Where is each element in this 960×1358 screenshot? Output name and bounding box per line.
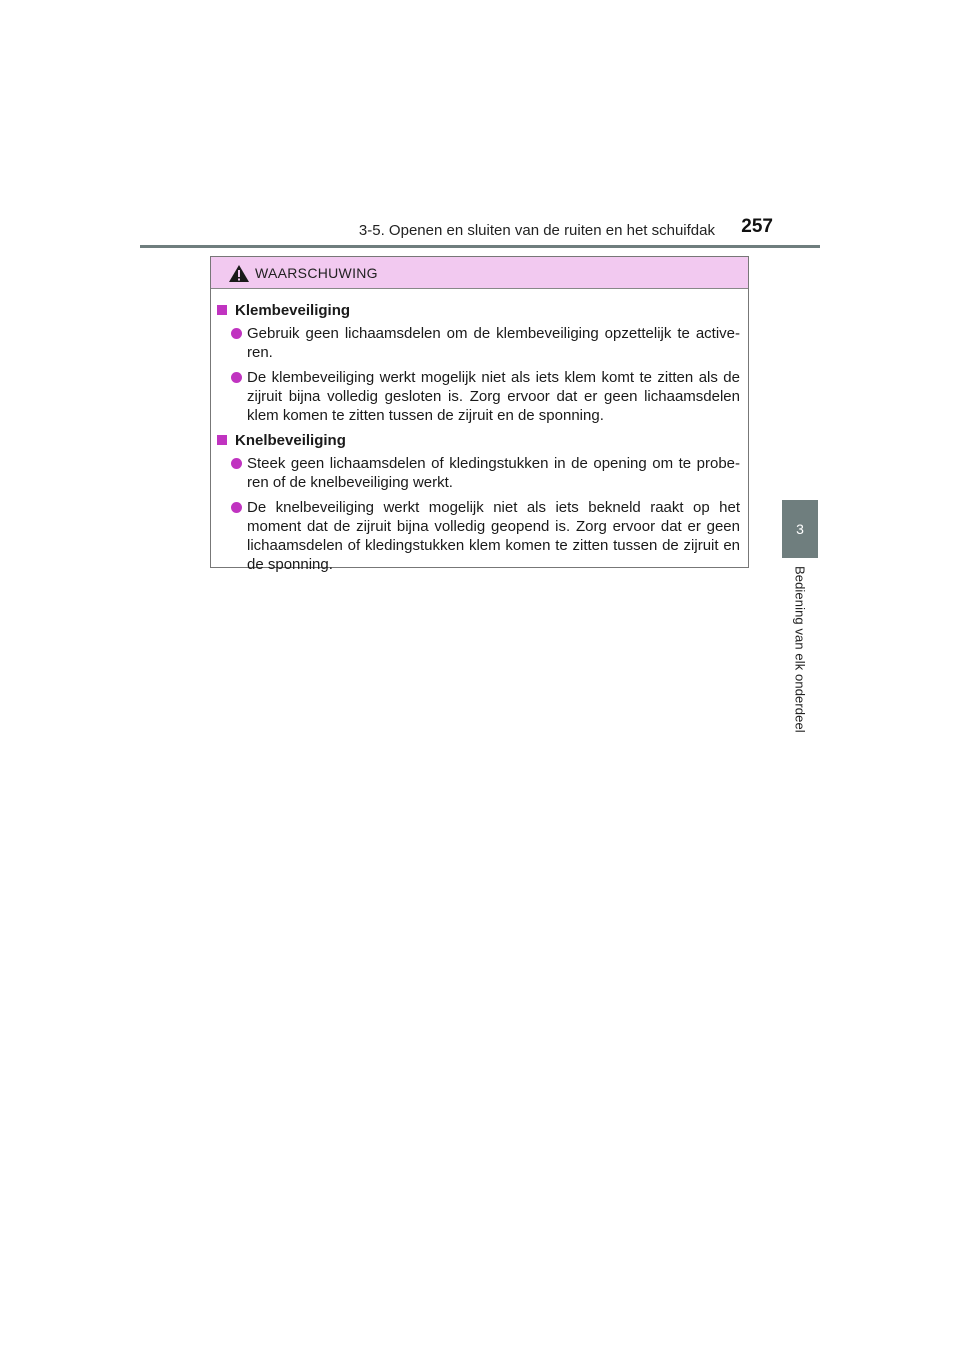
chapter-label: Bediening van elk onderdeel xyxy=(792,566,808,733)
list-item xyxy=(217,368,740,425)
section-heading-klembeveiliging xyxy=(217,301,740,320)
warning-header xyxy=(211,257,748,289)
chapter-number: 3 xyxy=(796,521,804,537)
square-bullet-icon xyxy=(217,305,227,315)
list-item-text: De klembeveiliging werkt mogelijk niet als iets klem komt te zitten als de zijruit bijna volledig gesloten is. Zorg ervoor dat er geen lichaamsdelen klem komen te zitten tussen de zijruit en de sponning. xyxy=(247,369,740,424)
circle-bullet-icon xyxy=(231,372,242,383)
section-heading-knelbeveiliging xyxy=(217,431,740,450)
square-bullet-icon xyxy=(217,435,227,445)
section-heading-text: Knelbeveiliging xyxy=(235,432,346,449)
page-number: 257 xyxy=(741,216,773,237)
list-item xyxy=(217,454,740,492)
warning-box xyxy=(210,256,749,573)
list-item xyxy=(217,498,740,574)
section-title: 3-5. Openen en sluiten van de ruiten en het schuifdak xyxy=(358,222,715,239)
chapter-tab xyxy=(782,500,818,558)
page-header xyxy=(140,212,820,246)
warning-triangle-icon xyxy=(228,264,250,283)
list-item-text: Gebruik geen lichaamsdelen om de klembeveiliging opzettelijk te active-ren. xyxy=(247,325,740,361)
list-item-text: Steek geen lichaamsdelen of kledingstukken in de opening om te probe-ren of de knelbeveiliging werkt. xyxy=(247,455,740,491)
circle-bullet-icon xyxy=(231,328,242,339)
list-item xyxy=(217,324,740,362)
warning-title: WAARSCHUWING xyxy=(255,265,378,281)
section-heading-text: Klembeveiliging xyxy=(235,302,351,319)
circle-bullet-icon xyxy=(231,458,242,469)
list-item-text: De knelbeveiliging werkt mogelijk niet als iets bekneld raakt op het moment dat de zijruit bijna volledig geopend is. Zorg ervoor dat er geen lichaamsdelen of kledingstukken klem komen te zitten tussen de zijruit en de sponning. xyxy=(247,499,740,573)
circle-bullet-icon xyxy=(231,502,242,513)
warning-body xyxy=(211,289,748,574)
header-rule xyxy=(140,245,820,248)
